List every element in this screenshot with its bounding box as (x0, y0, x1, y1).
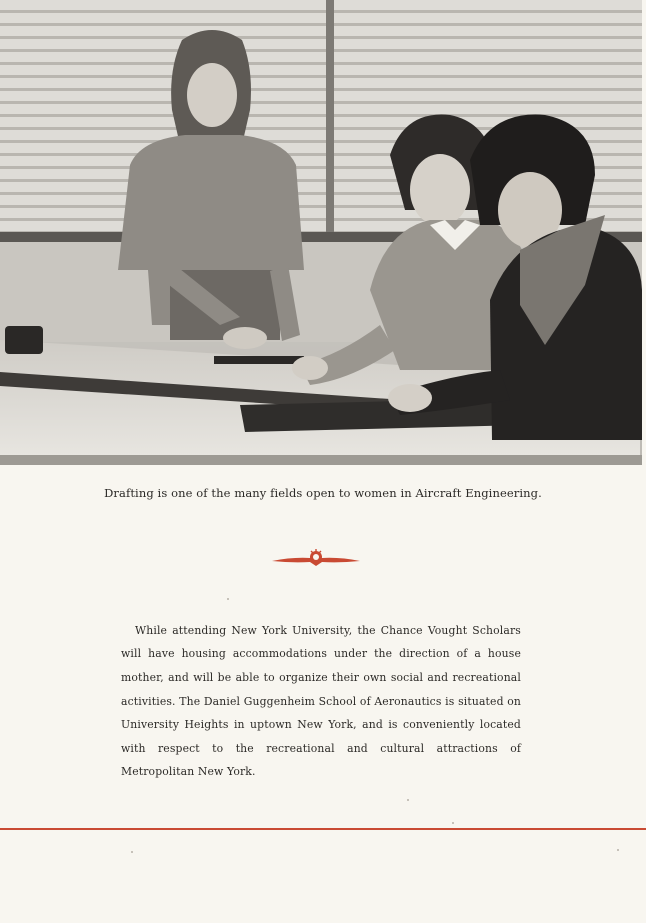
airplane-emblem-icon (270, 545, 362, 571)
paper-speck (131, 851, 133, 853)
body-paragraph: While attending New York University, the Chance Vought Scholars will have housing accommodations under the direction of a house mother, and will be able to organize their own social and recreational activities. The Daniel Guggenheim School of Aeronautics is situated on University Heights in uptown New York, and is conveniently located with respect to the recreational and cultural attractions of Metropolitan New York. (121, 623, 521, 779)
paper-speck (452, 822, 454, 824)
paper-speck (227, 598, 229, 600)
photo-caption: Drafting is one of the many fields open to women in Aircraft Engineering. (104, 486, 542, 500)
red-divider-rule (0, 828, 646, 830)
paper-speck (407, 799, 409, 801)
paper-speck (617, 849, 619, 851)
